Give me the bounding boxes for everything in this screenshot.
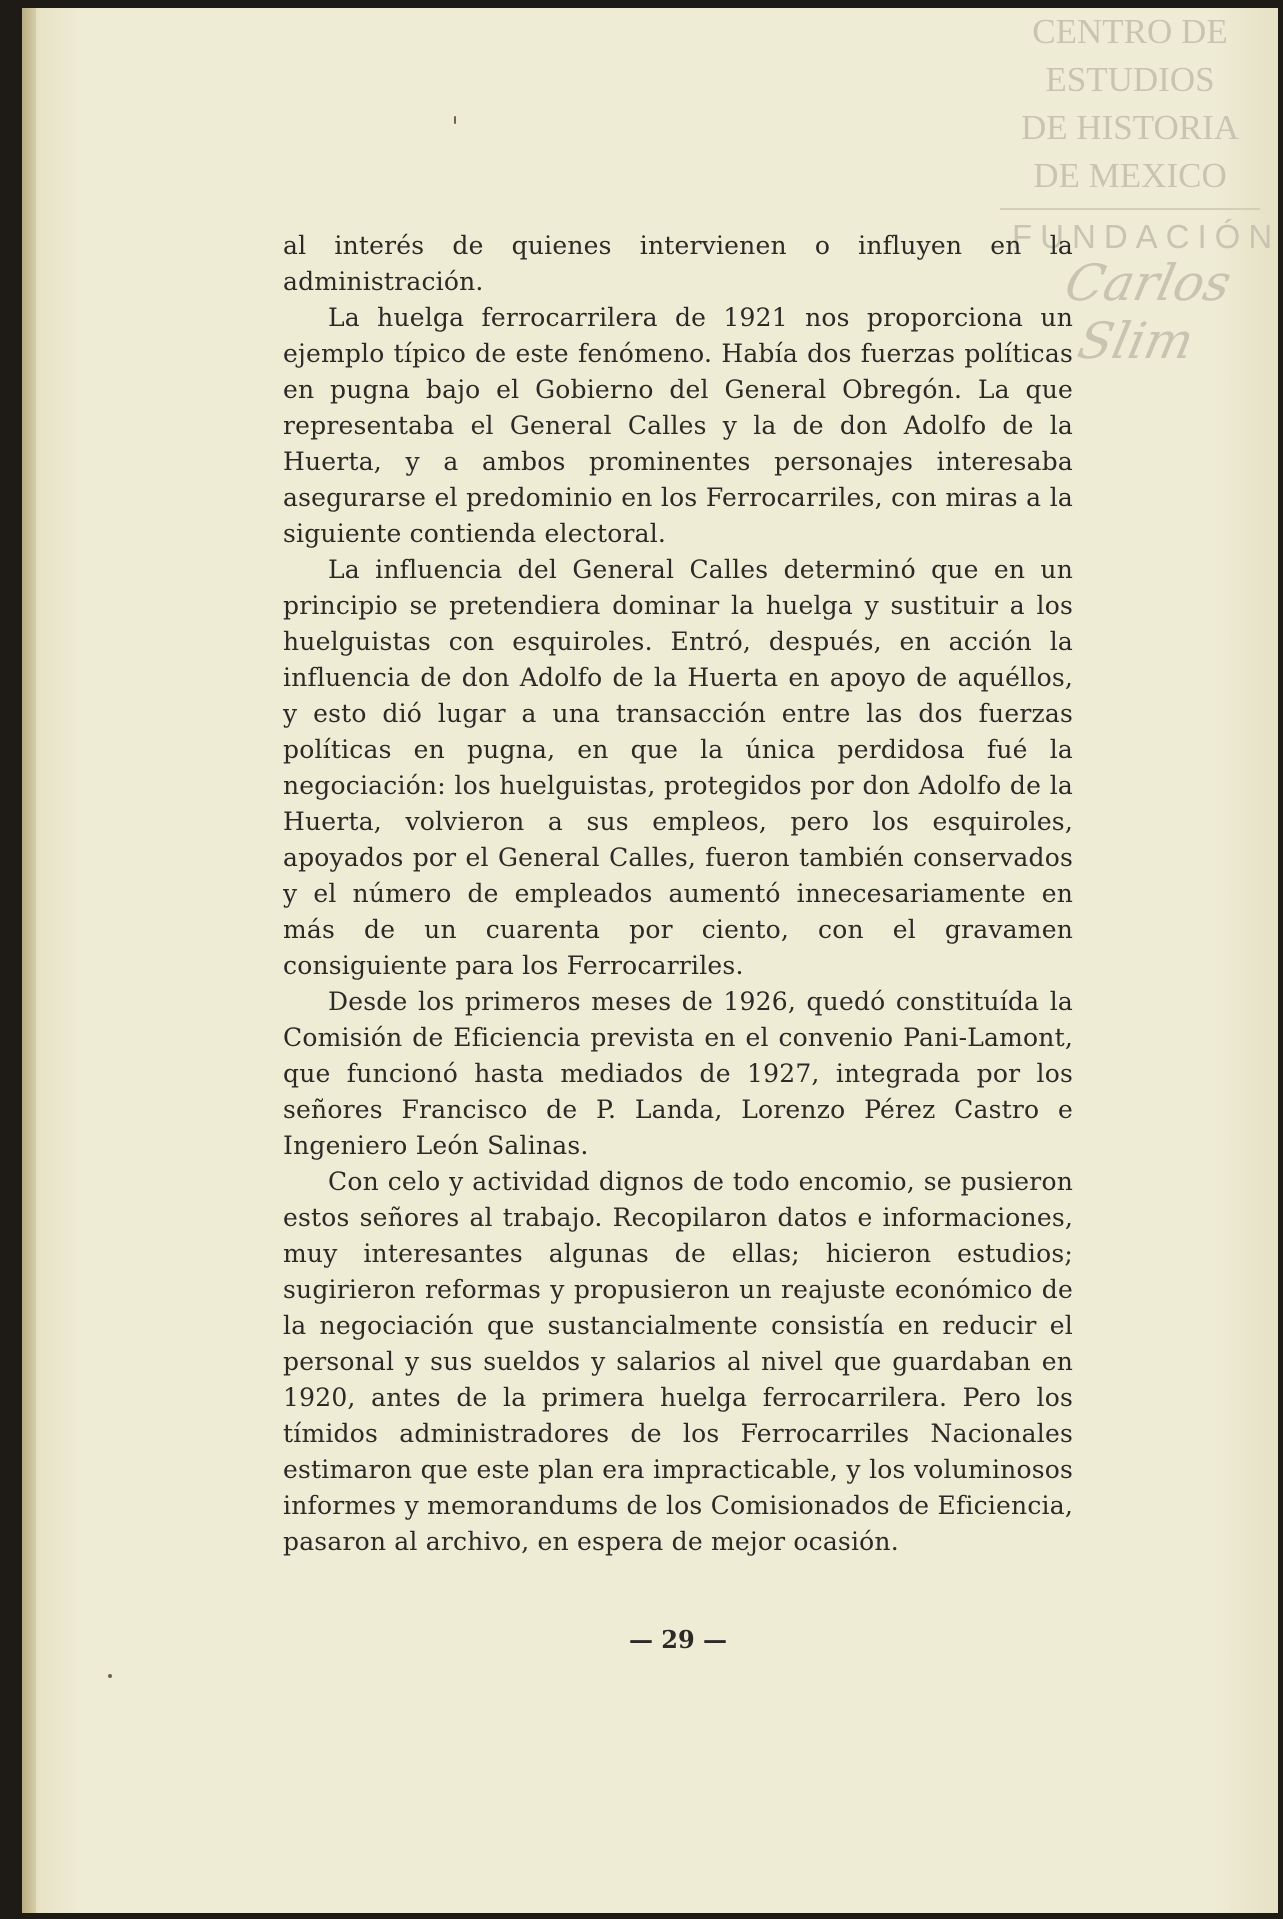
watermark-line-1: CENTRO DE xyxy=(1032,12,1228,51)
body-text xyxy=(283,228,1073,1560)
paper-speck xyxy=(108,1674,112,1678)
paragraph-1: al interés de quienes intervienen o influyen en la administración. xyxy=(283,231,1073,296)
watermark-signature: Carlos Slim xyxy=(1060,254,1237,370)
page-number: — 29 — xyxy=(628,1625,728,1654)
watermark-institution xyxy=(1000,8,1260,200)
watermark-fundacion: FUNDACIÓN xyxy=(1012,218,1281,255)
page-spine-shadow xyxy=(22,8,36,1913)
paragraph-3: La influencia del General Calles determinó que en un principio se pretendiera dominar la huelga y sustituir a los huelguistas con esquiroles. Entró, después, en acción la influencia de don Adolfo de la Huerta en apoyo de aquéllos, y esto dió lugar a una transacción entre las dos fuerzas políticas en pugna, en que la única perdidosa fué la negociación: los huelguistas, protegidos por don Adolfo de la Huerta, volvieron a sus empleos, pero los esquiroles, apoyados por el General Calles, fueron también conservados y el número de empleados aumentó innecesariamente en más de un cuarenta por ciento, con el gravamen consiguiente para los Ferrocarriles. xyxy=(283,555,1073,980)
watermark-divider xyxy=(1000,208,1260,210)
watermark-line-2: ESTUDIOS xyxy=(1045,60,1215,99)
paragraph-5: Con celo y actividad dignos de todo encomio, se pusieron estos señores al trabajo. Recopilaron datos e informaciones, muy interesantes algunas de ellas; hicieron estudios; sugirieron reformas y propusieron un reajuste económico de la negociación que sustancialmente consistía en reducir el personal y sus sueldos y salarios al nivel que guardaban en 1920, antes de la primera huelga ferrocarrilera. Pero los tímidos administradores de los Ferrocarriles Nacionales estimaron que este plan era impracticable, y los voluminosos informes y memorandums de los Comisionados de Eficiencia, pasaron al archivo, en espera de mejor ocasión. xyxy=(283,1167,1073,1556)
watermark-line-4: DE MEXICO xyxy=(1033,156,1227,195)
paper-speck xyxy=(454,116,456,124)
paragraph-2: La huelga ferrocarrilera de 1921 nos proporciona un ejemplo típico de este fenómeno. Había dos fuerzas políticas en pugna bajo el Gobierno del General Obregón. La que representaba el General Calles y la de don Adolfo de la Huerta, y a ambos prominentes personajes interesaba asegurarse el predominio en los Ferrocarriles, con miras a la siguiente contienda electoral. xyxy=(283,303,1073,548)
watermark-line-3: DE HISTORIA xyxy=(1020,108,1240,147)
paragraph-4: Desde los primeros meses de 1926, quedó constituída la Comisión de Eficiencia prevista en el convenio Pani-Lamont, que funcionó hasta mediados de 1927, integrada por los señores Francisco de P. Landa, Lorenzo Pérez Castro e Ingeniero León Salinas. xyxy=(283,987,1073,1160)
